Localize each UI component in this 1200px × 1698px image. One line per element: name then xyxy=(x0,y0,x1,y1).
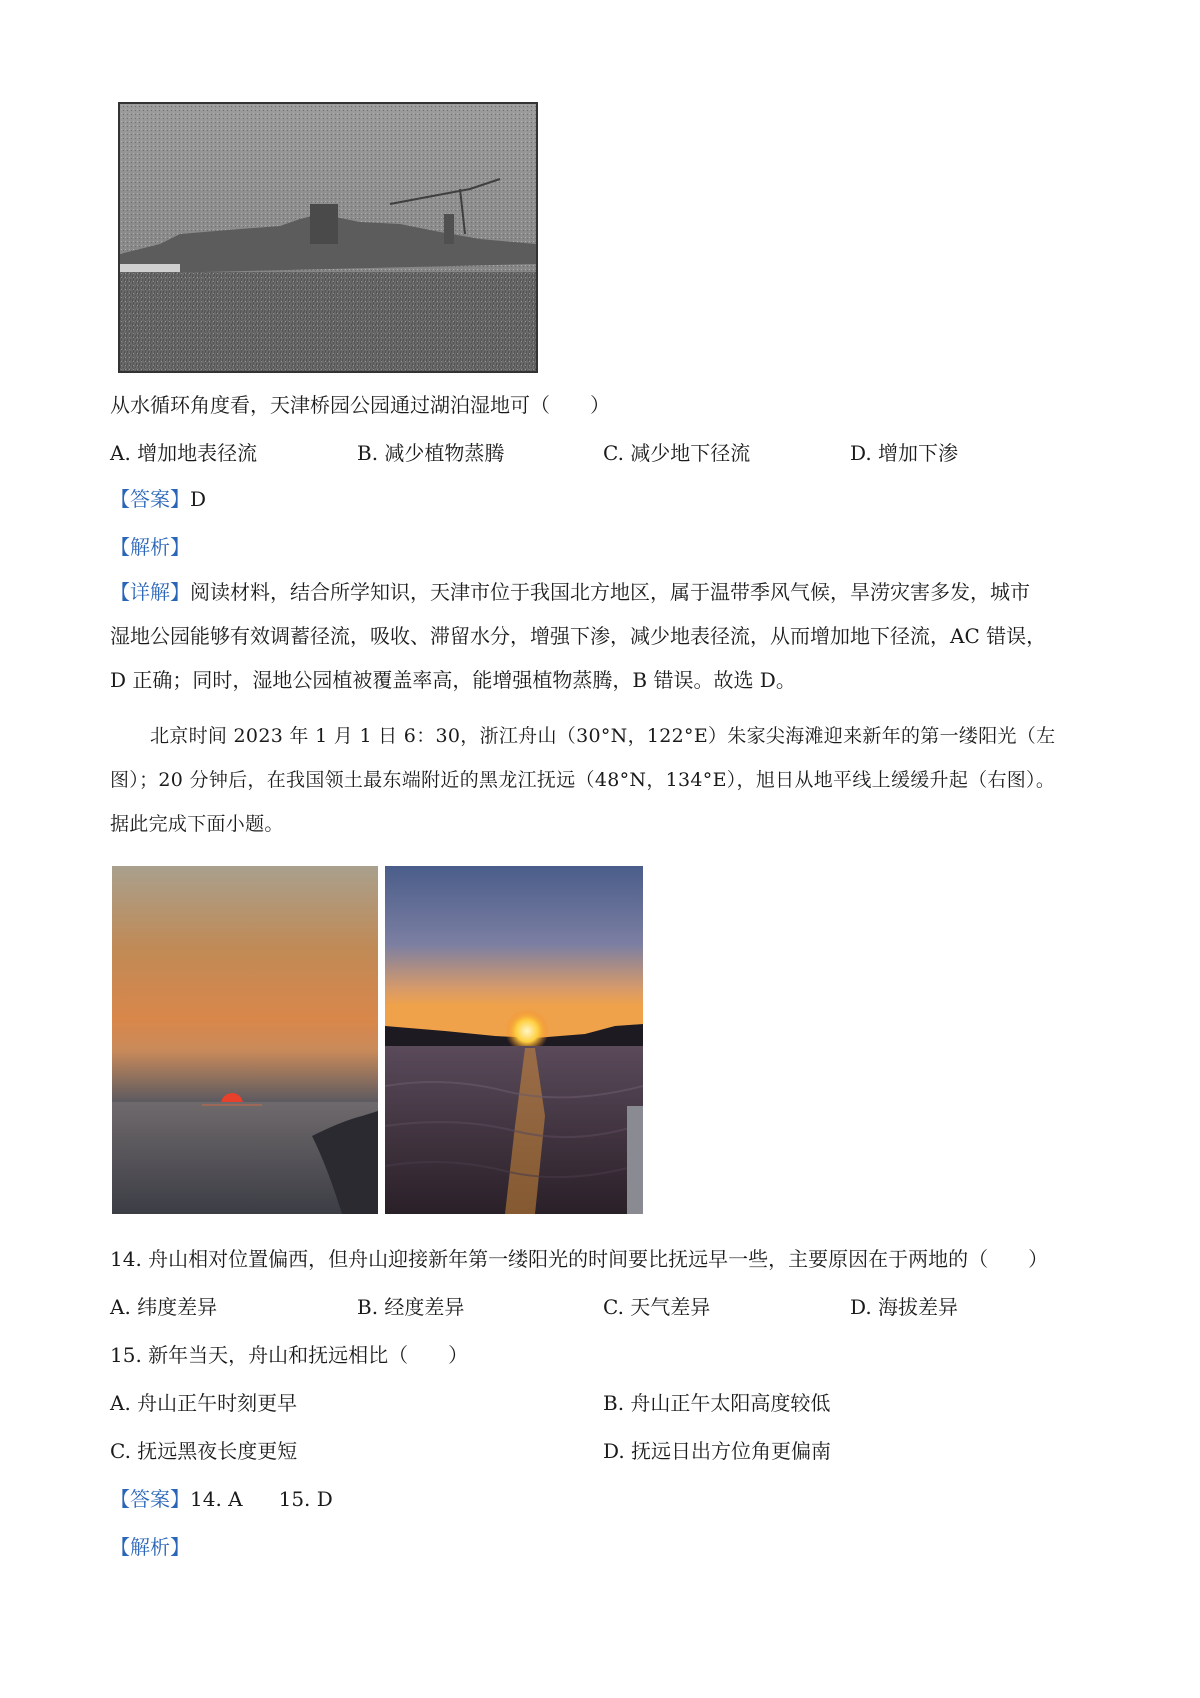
wetland-analysis-tag: 【解析】 xyxy=(110,535,190,559)
zhoushan-sunrise-photo xyxy=(112,866,378,1214)
material-line-3: 据此完成下面小题。 xyxy=(110,813,284,835)
answer-value: D xyxy=(190,487,207,511)
q14-stem: 14. 舟山相对位置偏西，但舟山迎接新年第一缕阳光的时间要比抚远早一些，主要原因在于两地的（ ） xyxy=(110,1247,1049,1271)
material-line-1: 北京时间 2023 年 1 月 1 日 6：30，浙江舟山（30°N，122°E）朱家尖海滩迎来新年的第一缕阳光（左 xyxy=(150,725,1056,747)
q15-option-c: C. 抚远黑夜长度更短 xyxy=(110,1439,298,1463)
wetland-option-b: B. 减少植物蒸腾 xyxy=(357,441,505,465)
final-answer xyxy=(110,1486,333,1512)
fuyuan-sunrise-photo xyxy=(385,866,643,1214)
answer-tag: 【答案】 xyxy=(110,487,190,511)
detail-line-1-text: 阅读材料，结合所学知识，天津市位于我国北方地区，属于温带季风气候，旱涝灾害多发，城市 xyxy=(190,580,1030,604)
wetland-park-photo xyxy=(118,102,538,373)
wetland-detail-paragraph xyxy=(110,570,1100,702)
wetland-option-a: A. 增加地表径流 xyxy=(110,441,258,465)
wetland-option-d: D. 增加下渗 xyxy=(850,441,959,465)
zhoushan-photo-drawing xyxy=(112,866,378,1214)
material-paragraph xyxy=(110,714,1100,846)
final-answer-tag: 【答案】 xyxy=(110,1487,190,1511)
q15-option-d: D. 抚远日出方位角更偏南 xyxy=(603,1439,832,1463)
q14-option-d: D. 海拔差异 xyxy=(850,1295,959,1319)
fuyuan-photo-drawing xyxy=(385,866,643,1214)
detail-line-2: 湿地公园能够有效调蓄径流，吸收、滞留水分，增强下渗，减少地表径流，从而增加地下径流，AC 错误， xyxy=(110,624,1047,648)
material-line-2: 图）；20 分钟后，在我国领土最东端附近的黑龙江抚远（48°N，134°E），旭日从地平线上缓缓升起（右图）。 xyxy=(110,769,1056,791)
q14-option-a: A. 纬度差异 xyxy=(110,1295,218,1319)
wetland-answer xyxy=(110,486,206,512)
final-analysis-tag: 【解析】 xyxy=(110,1535,190,1559)
detail-line-3: D 正确；同时，湿地公园植被覆盖率高，能增强植物蒸腾，B 错误。故选 D。 xyxy=(110,668,796,692)
q14-option-c: C. 天气差异 xyxy=(603,1295,711,1319)
wetland-question-stem: 从水循环角度看，天津桥园公园通过湖泊湿地可（ ） xyxy=(110,393,610,417)
q15-option-a: A. 舟山正午时刻更早 xyxy=(110,1391,298,1415)
q15-stem: 15. 新年当天，舟山和抚远相比（ ） xyxy=(110,1343,469,1367)
q15-option-b: B. 舟山正午太阳高度较低 xyxy=(603,1391,831,1415)
detail-line-1 xyxy=(110,570,1100,614)
detail-tag: 【详解】 xyxy=(110,580,190,604)
q14-option-b: B. 经度差异 xyxy=(357,1295,465,1319)
final-answer-14: 14. A xyxy=(190,1487,243,1511)
wetland-option-c: C. 减少地下径流 xyxy=(603,441,751,465)
wetland-photo-drawing xyxy=(120,104,536,371)
final-answer-15: 15. D xyxy=(278,1487,333,1511)
